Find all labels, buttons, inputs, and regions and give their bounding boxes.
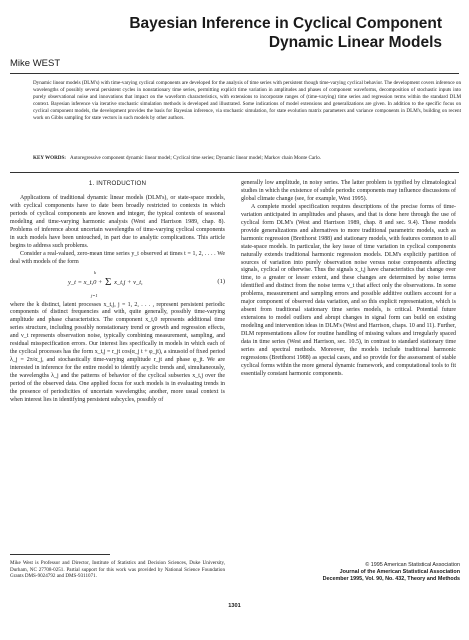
equation-body <box>68 278 143 287</box>
equation-sum-symbol: Σ <box>105 276 112 289</box>
abstract-text: Dynamic linear models (DLM's) with time-varying cyclical components are developed for the analysis of time series with persistent though time-varying cyclical behavior. The development covers inference on wavelengths of possibly several persistent cycles in nonstationary time series, permitting explicit time variation in amplitudes and phases of component waveforms, decomposition of stochastic inputs into purely observational noise and innovations that impact on the waveform characteristics, with extensions to incorporate ranges of (time-varying) time series and regression terms within the standard DLM context. Bayesian inference via iterative stochastic simulation methods is developed and illustrated. Some indications of model extensions and generalizations are given. In addition to the specific focus on cyclical component models, the development provides the basis for Bayesian inference, via stochastic simulation, for state evolution matrix parameters and variance components in DLM's, building on recent work on Gibbs sampling for state vectors in such models by other authors. <box>33 80 461 121</box>
equation-sum-lower: j=1 <box>91 292 98 298</box>
footnote-rule <box>10 554 110 555</box>
keywords-label: KEY WORDS: <box>33 155 66 161</box>
keywords <box>33 155 461 162</box>
header-rule-top <box>10 73 459 74</box>
author-footnote: Mike West is Professor and Director, Institute of Statistics and Decision Sciences, Duke University, Durham, NC 27708-0251. Partial support for this work was provided by National Science Foundation Grants DMS-9024792 and DMS-9311071. <box>10 560 225 580</box>
paper-title <box>22 14 442 52</box>
equation-sum-upper: k <box>94 269 97 275</box>
equation-number: (1) <box>217 277 225 285</box>
section-heading-introduction: 1. INTRODUCTION <box>88 180 147 187</box>
journal-name: Journal of the American Statistical Association <box>339 569 460 576</box>
left-column <box>10 180 225 405</box>
right-paragraph-1: generally low amplitude, in noisy series. The latter problem is typified by climatological studies in which the existence of subtle periodic components may influence discussions of global climate change (see, for example, West 1995). <box>241 180 456 202</box>
intro-paragraph-3: where the k distinct, latent processes x_t,j, j = 1, 2, . . . , represent persistent periodic components of distinct frequencies and with, quite generally, possibly time-varying amplitude and phase characteristics. The component x_t,0 represents additional time series structure, including possibly nonstationary trend or growth and regression effects, and ν_t represents observation noise, typically combining measurement, sampling, and residual misspecification errors. Our interest lies specifically in models in which each of the cyclical processes has the form x_t,j = r_jt cos(α_j t + φ_jt), a sinusoid of fixed period λ_j = 2π/α_j, and stochastically time-varying amplitude r_jt and phase φ_jt. We are interested in inference for the entire model to identify acyclic trends and, simultaneously, the wavelengths λ_j and the patterns of behavior of the cyclical subseries x_t,j over the period of the observed data. One applied focus for such models is in evaluating trends in the presence of periodicities of uncertain wavelengths; another, more usual context is when interest lies in identifying persistent subcycles, possibly of <box>10 301 225 403</box>
copyright-line: © 1995 American Statistical Association <box>365 562 460 568</box>
title-line-1: Bayesian Inference in Cyclical Component <box>129 15 442 32</box>
right-column <box>241 180 456 379</box>
title-line-2: Dynamic Linear Models <box>268 34 442 51</box>
right-paragraph-2: A complete model specification requires descriptions of the precise forms of time-variation anticipated in amplitudes and phases, and that is done here through the use of cyclical form DLM's (West and Harrison 1989, chap. 8 and sec. 9.4). These models provide generalizations and alternatives to more traditional parametric models, such as harmonic regression (Bretthorst 1988) and stationary models, with features common to all state-space models. In particular, the key issue of time variation in cyclical components naturally extends traditional harmonic regression models. DLM's explicitly partition of sources of variation into purely observation noise versus noise components affecting signals, cyclical or otherwise. Thus the signals x_t,j have characteristics that change over time, to a greater or lesser extent, and these changes are determined by noise terms identified and distinct from the noise terms ν_t that affect only the observations. In some problems, measurement and sampling errors and possible additive outliers account for a major component of observed data variation, and so this explicit representation, which is absent from traditional stationary time series models, is critical. Potential future extensions to model outliers and abrupt changes in signal form can build on existing modeling and intervention ideas in DLM's (West and Harrison, chaps. 10 and 11). Further, DLM representations allow for routine handling of missing values and irregularly spaced data in time series (West and Harrison, sec. 10.5), in contrast to standard stationary time series and spectral methods. Moreover, the models include traditional harmonic regressions (Bretthorst 1988) as special cases, and so provide for the assessment of stable cyclical forms within the more general dynamic framework, and computational tools to fit essentially constant harmonic components. <box>241 203 456 377</box>
copyright-block <box>241 562 460 584</box>
equation-1 <box>10 269 225 299</box>
page-number: 1301 <box>228 603 241 609</box>
author-name: Mike WEST <box>10 58 61 69</box>
intro-paragraph-1: Applications of traditional dynamic linear models (DLM's), or state-space models, with cyclical components have to date been broadly restricted to contexts in which periods of cyclical components are known and integer, the typical contexts of seasonal modeling and time-varying harmonic analysis (West and Harrison 1989, chap. 8). Problems of inference about uncertain wavelengths of time-varying cyclical components in such models have been untouched, in part due to analytic complications. This article begins to address such problems. <box>10 194 225 249</box>
journal-issue: December 1995, Vol. 90, No. 432, Theory and Methods <box>322 576 460 583</box>
equation-rhs: x_t,j + ν_t, <box>114 278 143 286</box>
header-rule-bottom <box>10 172 459 173</box>
equation-lhs: y_t = x_t,0 + <box>68 278 103 286</box>
intro-paragraph-2: Consider a real-valued, zero-mean time series y_t observed at times t = 1, 2, . . . . We deal with models of the form <box>10 250 225 265</box>
keywords-text: Autoregressive component dynamic linear model; Cyclical time series; Dynamic linear model; Markov chain Monte Carlo. <box>69 155 322 161</box>
